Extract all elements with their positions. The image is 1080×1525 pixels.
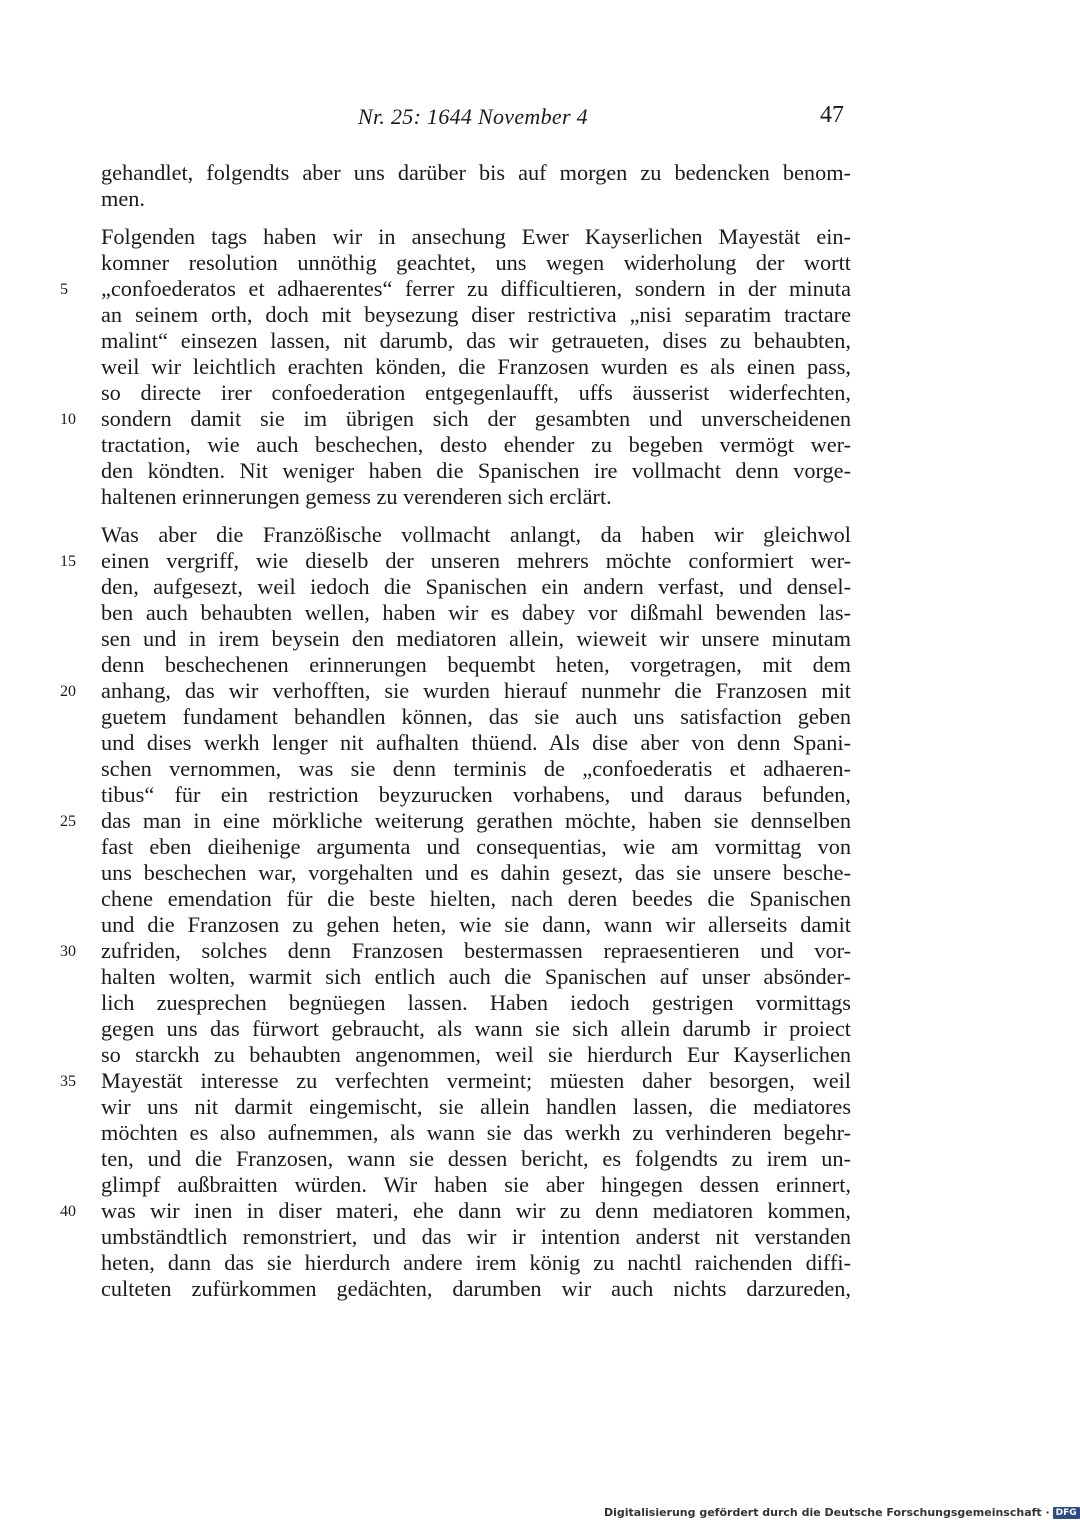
text-line: wir uns nit darmit eingemischt, sie allein handlen lassen, die mediatores bbox=[101, 1094, 851, 1119]
text-line: so starckh zu behaubten angenommen, weil sie hierdurch Eur Kayserlichen bbox=[101, 1042, 851, 1067]
text-line: anhang, das wir verhofften, sie wurden hierauf nunmehr die Franzosen mit bbox=[101, 678, 851, 703]
text-line: an seinem orth, doch mit beysezung diser restrictiva „nisi separatim tractare bbox=[101, 302, 851, 327]
text-line: was wir inen in diser materi, ehe dann wir zu denn mediatoren kommen, bbox=[101, 1198, 851, 1223]
text-line: malint“ einsezen lassen, nit darumb, das wir getraueten, dises zu behaubten, bbox=[101, 328, 851, 353]
text-line: tibus“ für ein restriction beyzurucken vorhabens, und daraus befunden, bbox=[101, 782, 851, 807]
text-line: den, aufgesezt, weil iedoch die Spanischen ein andern verfast, und densel- bbox=[101, 574, 851, 599]
text-line: umbständtlich remonstriert, und das wir ir intention anderst nit verstanden bbox=[101, 1224, 851, 1249]
text-line: heten, dann das sie hierdurch andere irem könig zu nachtl raichenden diffi- bbox=[101, 1250, 851, 1275]
line-number: 20 bbox=[60, 683, 76, 700]
text-line: Was aber die Franzößische vollmacht anlangt, da haben wir gleichwol bbox=[101, 522, 851, 547]
text-line: möchten es also aufnemmen, als wann sie das werkh zu verhinderen begehr- bbox=[101, 1120, 851, 1145]
text-line: komner resolution unnöthig geachtet, uns wegen widerholung der wortt bbox=[101, 250, 851, 275]
text-line: und dises werkh lenger nit aufhalten thüend. Als dise aber von denn Spani- bbox=[101, 730, 851, 755]
line-number: 30 bbox=[60, 943, 76, 960]
page-number: 47 bbox=[820, 102, 844, 128]
text-line: sondern damit sie im übrigen sich der gesambten und unverscheidenen bbox=[101, 406, 851, 431]
text-line: zufriden, solches denn Franzosen bestermassen repraesentieren und vor- bbox=[101, 938, 851, 963]
running-header: Nr. 25: 1644 November 4 bbox=[358, 104, 588, 129]
text-line: men. bbox=[101, 186, 145, 211]
text-line: gegen uns das fürwort gebraucht, als wann sie sich allein darumb ir proiect bbox=[101, 1016, 851, 1041]
text-line: lich zuesprechen begnüegen lassen. Haben iedoch gestrigen vormittags bbox=[101, 990, 851, 1015]
dfg-logo-icon: DFG bbox=[1053, 1507, 1080, 1519]
text-line: sen und in irem beysein den mediatoren allein, wieweit wir unsere minutam bbox=[101, 626, 851, 651]
text-line: Mayestät interesse zu verfechten vermeint; müesten daher besorgen, weil bbox=[101, 1068, 851, 1093]
line-number: 25 bbox=[60, 813, 76, 830]
text-line: halten wolten, warmit sich entlich auch die Spanischen auf unser absönder- bbox=[101, 964, 851, 989]
text-line: haltenen erinnerungen gemess zu verenderen sich erclärt. bbox=[101, 484, 612, 509]
text-line: culteten zufürkommen gedächten, darumben wir auch nichts darzureden, bbox=[101, 1276, 851, 1301]
text-line: und die Franzosen zu gehen heten, wie sie dann, wann wir allerseits damit bbox=[101, 912, 851, 937]
text-line: weil wir leichtlich erachten könden, die Franzosen wurden es als einen pass, bbox=[101, 354, 851, 379]
text-line: chene emendation für die beste hielten, nach deren beedes die Spanischen bbox=[101, 886, 851, 911]
text-line: so directe irer confoederation entgegenlaufft, uffs äusserist widerfechten, bbox=[101, 380, 851, 405]
text-line: uns beschechen war, vorgehalten und es dahin gesezt, das sie unsere besche- bbox=[101, 860, 851, 885]
text-line: guetem fundament behandlen können, das sie auch uns satisfaction geben bbox=[101, 704, 851, 729]
line-number: 40 bbox=[60, 1203, 76, 1220]
text-line: Folgenden tags haben wir in ansechung Ewer Kayserlichen Mayestät ein- bbox=[101, 224, 851, 249]
digitization-credit bbox=[604, 1506, 1080, 1519]
text-line: einen vergriff, wie dieselb der unseren mehrers möchte conformiert wer- bbox=[101, 548, 851, 573]
text-line: „confoederatos et adhaerentes“ ferrer zu difficultieren, sondern in der minuta bbox=[101, 276, 851, 301]
text-line: den köndten. Nit weniger haben die Spanischen ire vollmacht denn vorge- bbox=[101, 458, 851, 483]
text-line: ben auch behaubten wellen, haben wir es dabey vor dißmahl bewenden las- bbox=[101, 600, 851, 625]
line-number: 35 bbox=[60, 1073, 76, 1090]
credit-text: Digitalisierung gefördert durch die Deutsche Forschungsgemeinschaft · bbox=[604, 1506, 1050, 1519]
line-number: 10 bbox=[60, 411, 76, 428]
text-line: fast eben dieihenige argumenta und consequentias, wie am vormittag von bbox=[101, 834, 851, 859]
text-line: schen vernommen, was sie denn terminis de „confoederatis et adhaeren- bbox=[101, 756, 851, 781]
text-line: ten, und die Franzosen, wann sie dessen bericht, es folgendts zu irem un- bbox=[101, 1146, 851, 1171]
line-number: 5 bbox=[60, 281, 68, 298]
text-line: denn beschechenen erinnerungen bequembt heten, vorgetragen, mit dem bbox=[101, 652, 851, 677]
text-line: das man in eine mörkliche weiterung gerathen möchte, haben sie dennselben bbox=[101, 808, 851, 833]
text-line: tractation, wie auch beschechen, desto ehender zu begeben vermögt wer- bbox=[101, 432, 851, 457]
text-line: glimpf außbraitten würden. Wir haben sie aber hingegen dessen erinnert, bbox=[101, 1172, 851, 1197]
line-number: 15 bbox=[60, 553, 76, 570]
text-line: gehandlet, folgendts aber uns darüber bis auf morgen zu bedencken benom- bbox=[101, 160, 851, 185]
